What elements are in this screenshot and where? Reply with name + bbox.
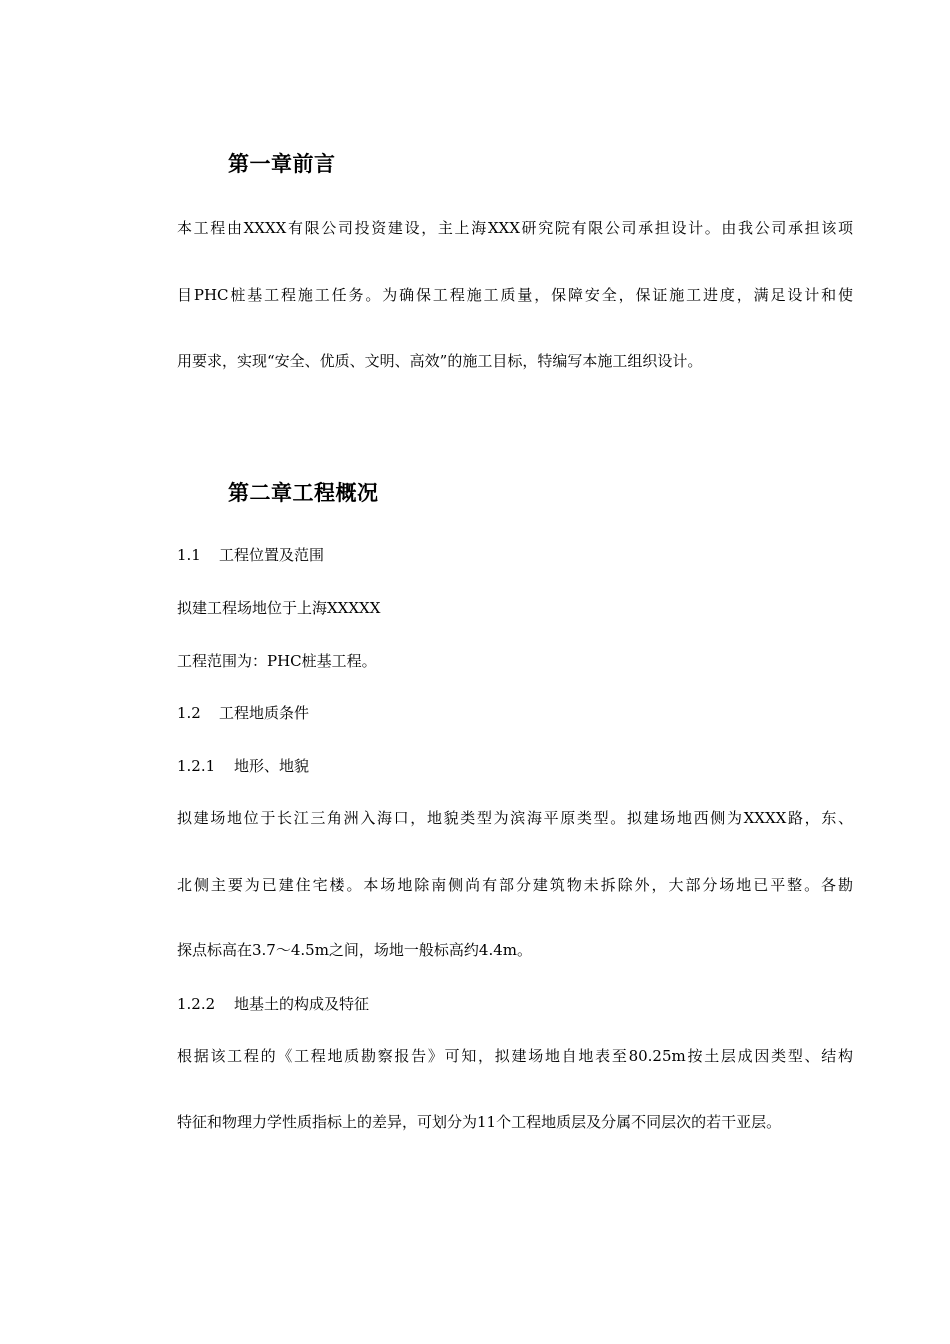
chapter-2-title: 第二章工程概况 xyxy=(228,481,379,505)
section-heading-1-2 xyxy=(177,703,309,723)
section-title: 地基土的构成及特征 xyxy=(234,995,370,1013)
section-number: 1.2.2 xyxy=(177,995,216,1013)
section-number: 1.2.1 xyxy=(177,757,216,775)
section-heading-1-1 xyxy=(177,545,324,565)
terrain-line-1: 拟建场地位于长江三角洲入海口，地貌类型为滨海平原类型。拟建场地西侧为XXXX路，东、 xyxy=(177,809,853,827)
soil-line-2: 特征和物理力学性质指标上的差异，可划分为11个工程地质层及分属不同层次的若干亚层。 xyxy=(177,1113,782,1131)
section-number: 1.1 xyxy=(177,546,201,564)
terrain-line-2: 北侧主要为已建住宅楼。本场地除南侧尚有部分建筑物未拆除外，大部分场地已平整。各勘 xyxy=(177,876,853,894)
section-title: 工程位置及范围 xyxy=(219,546,325,564)
section-heading-1-2-1 xyxy=(177,756,309,776)
scope-text: 工程范围为：PHC桩基工程。 xyxy=(177,652,377,670)
section-title: 地形、地貌 xyxy=(234,757,310,775)
terrain-line-3: 探点标高在3.7～4.5m之间，场地一般标高约4.4m。 xyxy=(177,941,533,959)
section-heading-1-2-2 xyxy=(177,994,369,1014)
section-title: 工程地质条件 xyxy=(219,704,310,722)
preface-line-3: 用要求，实现“安全、优质、文明、高效”的施工目标，特编写本施工组织设计。 xyxy=(177,352,703,370)
section-number: 1.2 xyxy=(177,704,201,722)
chapter-1-title: 第一章前言 xyxy=(228,152,336,176)
soil-line-1: 根据该工程的《工程地质勘察报告》可知，拟建场地自地表至80.25m按土层成因类型、结构 xyxy=(177,1047,853,1065)
location-text: 拟建工程场地位于上海XXXXX xyxy=(177,599,381,617)
preface-line-2: 目PHC桩基工程施工任务。为确保工程施工质量，保障安全，保证施工进度，满足设计和使 xyxy=(177,286,853,304)
preface-line-1: 本工程由XXXX有限公司投资建设，主上海XXX研究院有限公司承担设计。由我公司承担该项 xyxy=(177,219,853,237)
